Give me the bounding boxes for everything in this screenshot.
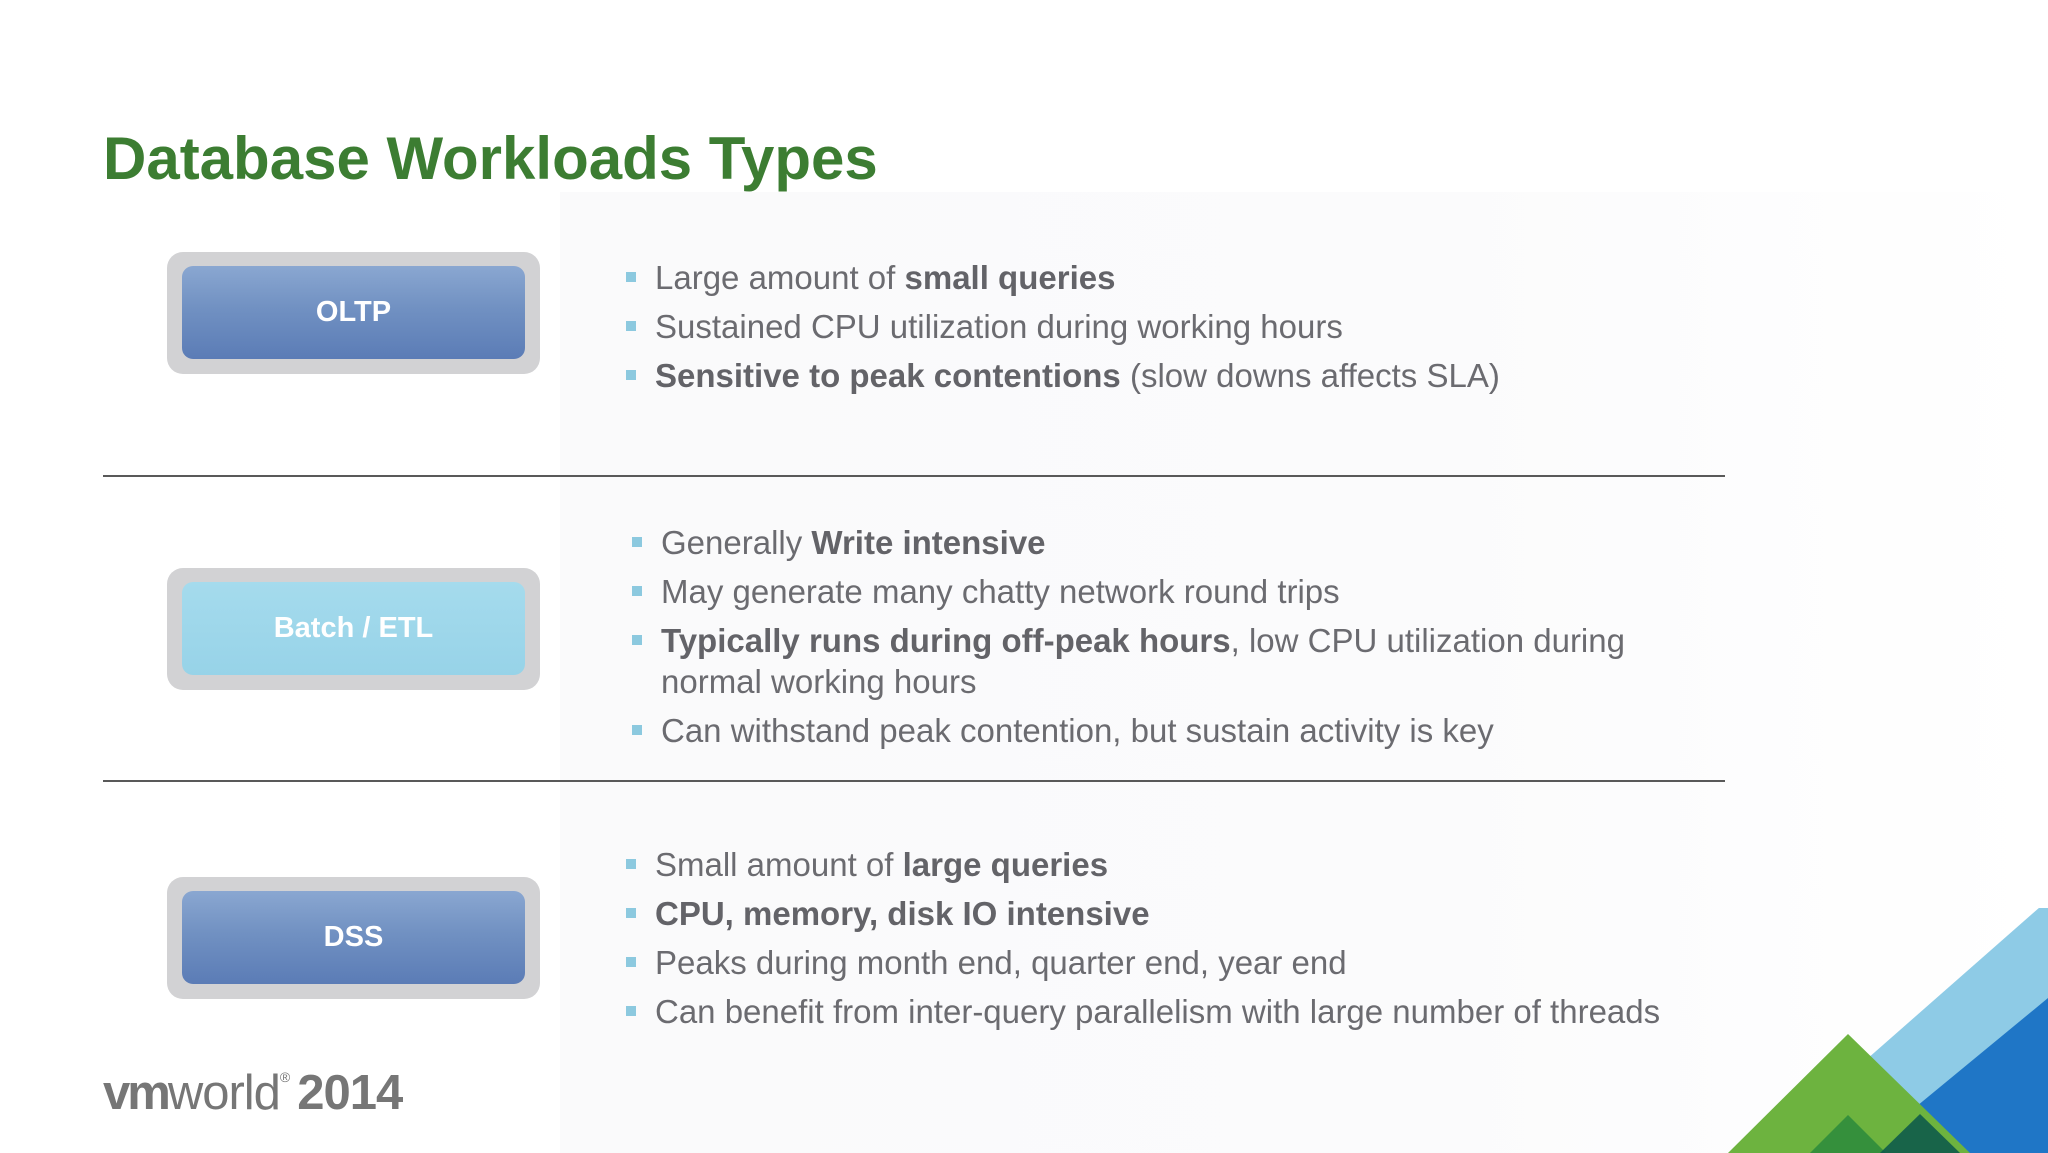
bullet-bold-text: Write intensive bbox=[811, 524, 1046, 561]
bullet-bold-text: Typically runs during off-peak hours bbox=[661, 622, 1231, 659]
bullet-text: Can benefit from inter-query parallelism with large number of threads bbox=[655, 993, 1661, 1030]
oltp-badge bbox=[167, 252, 540, 374]
logo-world-text: world bbox=[167, 1066, 280, 1120]
bullet-item bbox=[655, 992, 1660, 1032]
bullet-item bbox=[661, 572, 1340, 612]
bullet-text: Sustained CPU utilization during working hours bbox=[655, 308, 1343, 345]
bullet-square-icon bbox=[626, 370, 636, 380]
bullet-square-icon bbox=[626, 957, 636, 967]
bullet-item bbox=[655, 356, 1500, 396]
bullet-text: Peaks during month end, quarter end, year end bbox=[655, 944, 1347, 981]
oltp-badge-label: OLTP bbox=[182, 266, 525, 359]
bullet-square-icon bbox=[626, 859, 636, 869]
bullet-square-icon bbox=[626, 908, 636, 918]
corner-triangles-graphic bbox=[1720, 908, 2048, 1153]
bullet-text: May generate many chatty network round trips bbox=[661, 573, 1340, 610]
logo-vm-text: vm bbox=[103, 1066, 168, 1120]
slide-title: Database Workloads Types bbox=[103, 125, 878, 192]
bullet-continuation-line bbox=[661, 662, 976, 702]
bullet-square-icon bbox=[632, 586, 642, 596]
bullet-square-icon bbox=[626, 321, 636, 331]
bullet-text: Can withstand peak contention, but sustain activity is key bbox=[661, 712, 1494, 749]
dss-badge bbox=[167, 877, 540, 999]
batch-etl-badge-label: Batch / ETL bbox=[182, 582, 525, 675]
section-divider bbox=[103, 475, 1725, 477]
bullet-item bbox=[655, 894, 1150, 934]
bullet-text: (slow downs affects SLA) bbox=[1120, 357, 1500, 394]
bullet-square-icon bbox=[632, 725, 642, 735]
batch-etl-badge bbox=[167, 568, 540, 690]
bullet-item bbox=[655, 845, 1108, 885]
bullet-bold-text: CPU, memory, disk IO intensive bbox=[655, 895, 1150, 932]
bullet-bold-text: Sensitive to peak contentions bbox=[655, 357, 1121, 394]
bullet-item bbox=[661, 621, 1625, 661]
bullet-text: , low CPU utilization during bbox=[1230, 622, 1625, 659]
bullet-item bbox=[655, 258, 1115, 298]
bullet-bold-text: small queries bbox=[904, 259, 1116, 296]
bullet-item bbox=[655, 307, 1343, 347]
bullet-square-icon bbox=[632, 635, 642, 645]
bullet-item bbox=[661, 523, 1046, 563]
bullet-text: Large amount of bbox=[655, 259, 905, 296]
bullet-text: Generally bbox=[661, 524, 812, 561]
bullet-square-icon bbox=[632, 537, 642, 547]
bullet-item bbox=[661, 711, 1494, 751]
bullet-item bbox=[655, 943, 1347, 983]
bullet-square-icon bbox=[626, 272, 636, 282]
logo-registered-mark: ® bbox=[279, 1069, 290, 1085]
bullet-text: Small amount of bbox=[655, 846, 903, 883]
bullet-text: normal working hours bbox=[661, 663, 977, 700]
vmworld-logo bbox=[103, 1065, 402, 1121]
dss-badge-label: DSS bbox=[182, 891, 525, 984]
section-divider bbox=[103, 780, 1725, 782]
bullet-bold-text: large queries bbox=[902, 846, 1109, 883]
bullet-square-icon bbox=[626, 1006, 636, 1016]
logo-year-text: 2014 bbox=[297, 1066, 403, 1120]
